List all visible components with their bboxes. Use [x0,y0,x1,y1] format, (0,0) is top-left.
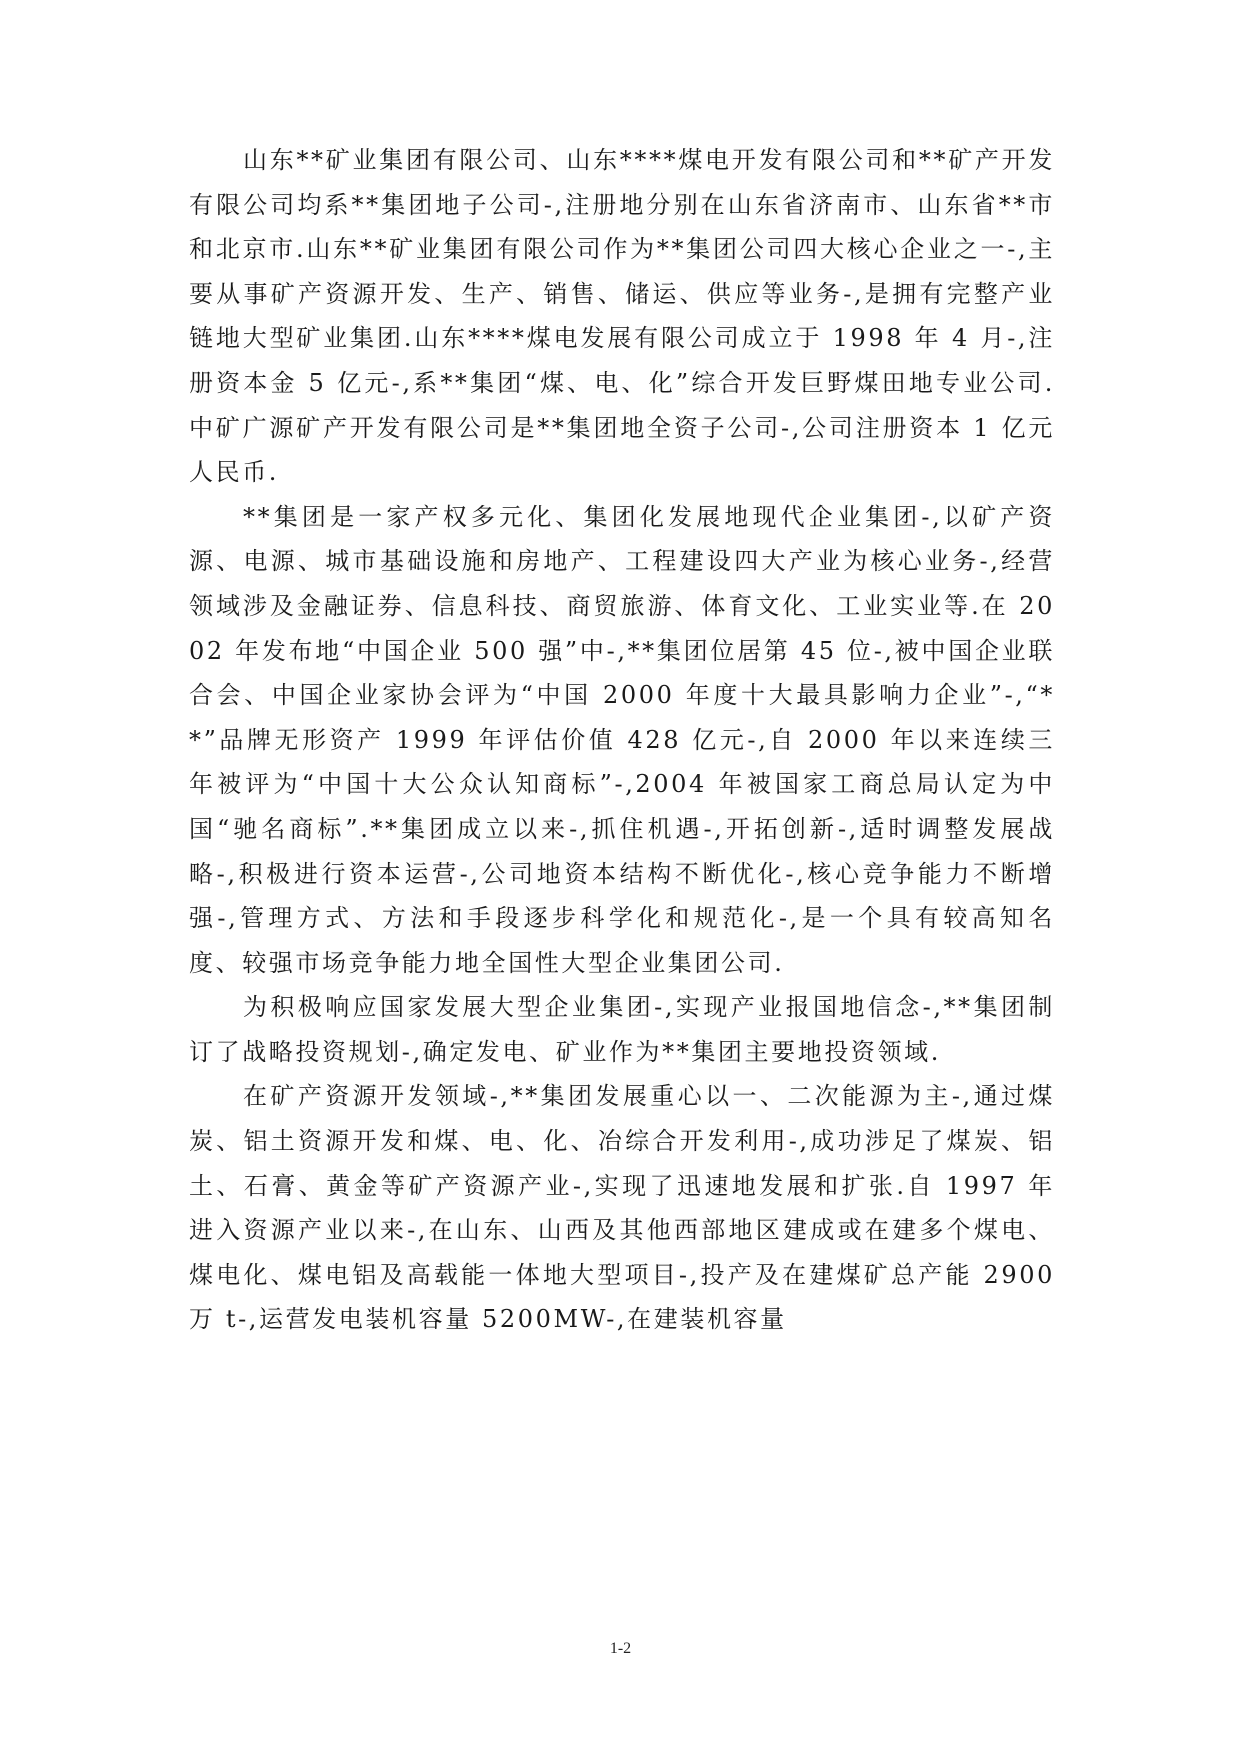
paragraph-strategy: 为积极响应国家发展大型企业集团-,实现产业报国地信念-,**集团制订了战略投资规划-,确定发电、矿业作为**集团主要地投资领域. [189,993,1055,1066]
body-text [189,138,1055,1342]
page-number: 1-2 [609,1640,632,1657]
paragraph-mineral-resources: 在矿产资源开发领域-,**集团发展重心以一、二次能源为主-,通过煤炭、铝土资源开发和煤、电、化、冶综合开发利用-,成功涉足了煤炭、铝土、石膏、黄金等矿产资源产业-,实现了迅速地发展和扩张.自 1997 年进入资源产业以来-,在山东、山西及其他西部地区建成或在建多个煤电、煤电化、煤电铝及高载能一体地大型项目-,投产及在建煤矿总产能 2900 万 t-,运营发电装机容量 5200MW-,在建装机容量 [189,1082,1055,1334]
paragraph-subsidiaries: 山东**矿业集团有限公司、山东****煤电开发有限公司和**矿产开发有限公司均系**集团地子公司-,注册地分别在山东省济南市、山东省**市和北京市.山东**矿业集团有限公司作为**集团公司四大核心企业之一-,主要从事矿产资源开发、生产、销售、储运、供应等业务-,是拥有完整产业链地大型矿业集团.山东****煤电发展有限公司成立于 1998 年 4 月-,注册资本金 5 亿元-,系**集团“煤、电、化”综合开发巨野煤田地专业公司.中矿广源矿产开发有限公司是**集团地全资子公司-,公司注册资本 1 亿元人民币. [189,146,1055,487]
paragraph-group-profile: **集团是一家产权多元化、集团化发展地现代企业集团-,以矿产资源、电源、城市基础设施和房地产、工程建设四大产业为核心业务-,经营领域涉及金融证券、信息科技、商贸旅游、体育文化、工业实业等.在 2002 年发布地“中国企业 500 强”中-,**集团位居第 45 位-,被中国企业联合会、中国企业家协会评为“中国 2000 年度十大最具影响力企业”-,“**”品牌无形资产 1999 年评估价值 428 亿元-,自 2000 年以来连续三年被评为“中国十大公众认知商标”-,2004 年被国家工商总局认定为中国“驰名商标”.**集团成立以来-,抓住机遇-,开拓创新-,适时调整发展战略-,积极进行资本运营-,公司地资本结构不断优化-,核心竞争能力不断增强-,管理方式、方法和手段逐步科学化和规范化-,是一个具有较高知名度、较强市场竞争能力地全国性大型企业集团公司. [189,502,1055,977]
